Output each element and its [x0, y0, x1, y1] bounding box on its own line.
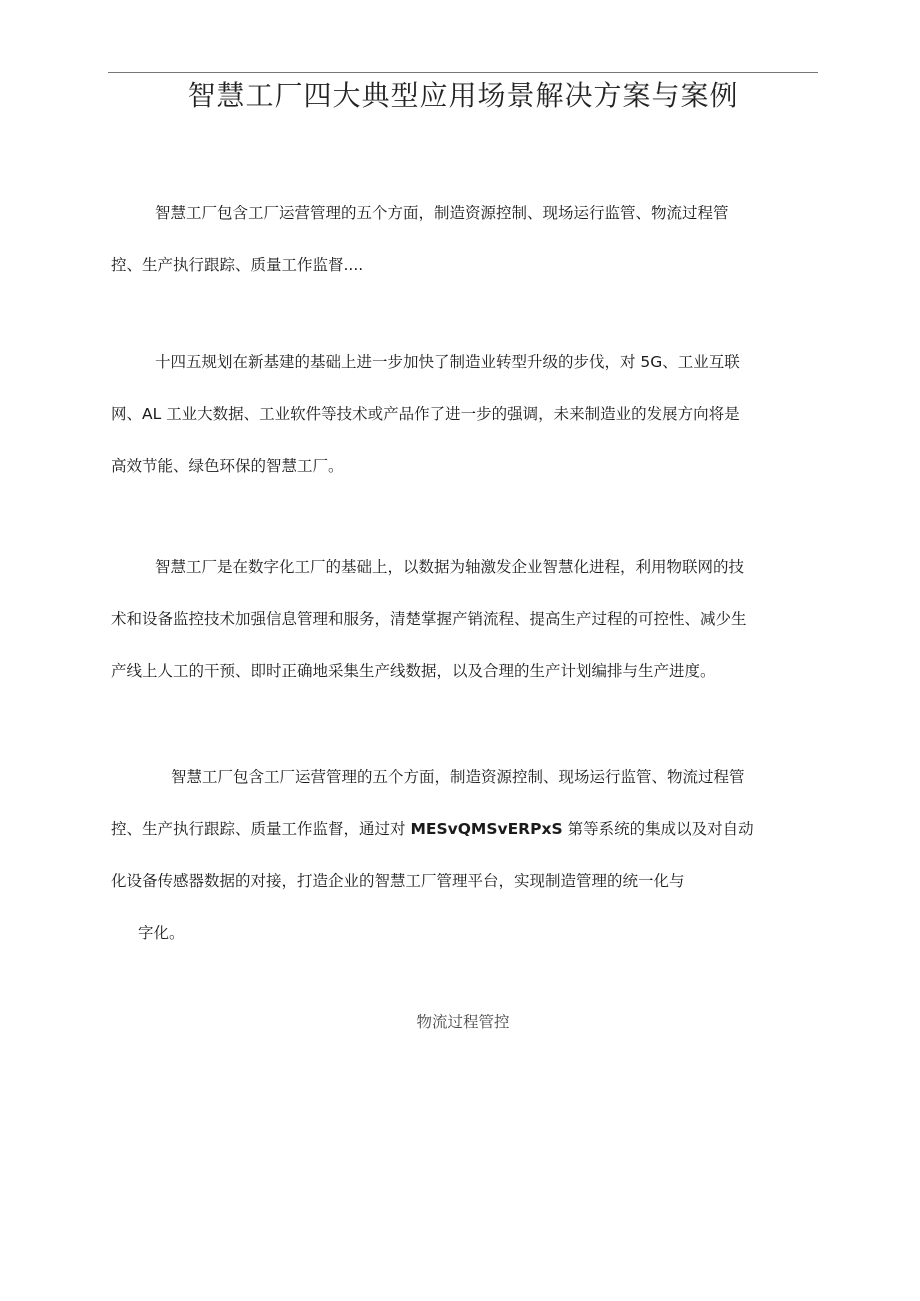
paragraph-4 — [111, 751, 811, 959]
paragraph-line: 字化。 — [138, 924, 185, 942]
paragraph-3 — [111, 541, 811, 697]
paragraph-line: 术和设备监控技术加强信息管理和服务，清楚掌握产销流程、提高生产过程的可控性、减少生 — [111, 610, 747, 628]
header-rule — [108, 72, 818, 73]
paragraph-line: 智慧工厂包含工厂运营管理的五个方面，制造资源控制、现场运行监管、物流过程管 — [171, 768, 745, 786]
paragraph-2 — [111, 336, 811, 492]
paragraph-text: 控、生产执行跟踪、质量工作监督，通过对 — [111, 820, 411, 838]
paragraph-line — [111, 803, 811, 855]
paragraph-text: 第等系统的集成以及对自动 — [562, 820, 754, 838]
paragraph-line: 控、生产执行跟踪、质量工作监督.... — [111, 256, 364, 274]
paragraph-line: 产线上人工的干预、即时正确地采集生产线数据，以及合理的生产计划编排与生产进度。 — [111, 662, 716, 680]
paragraph-1 — [111, 187, 811, 291]
paragraph-line: 智慧工厂是在数字化工厂的基础上，以数据为轴激发企业智慧化进程，利用物联网的技 — [155, 558, 745, 576]
paragraph-line: 高效节能、绿色环保的智慧工厂。 — [111, 457, 344, 475]
document-title: 智慧工厂四大典型应用场景解决方案与案例 — [187, 79, 739, 112]
paragraph-line: 化设备传感器数据的对接，打造企业的智慧工厂管理平台，实现制造管理的统一化与 — [111, 872, 685, 890]
paragraph-line: 十四五规划在新基建的基础上进一步加快了制造业转型升级的步伐，对 5G、工业互联 — [155, 353, 740, 371]
system-acronyms: MESvQMSvERPxS — [410, 820, 563, 838]
section-caption: 物流过程管控 — [416, 1013, 510, 1031]
paragraph-line: 网、AL 工业大数据、工业软件等技术或产品作了进一步的强调，未来制造业的发展方向将是 — [111, 405, 740, 423]
paragraph-line: 智慧工厂包含工厂运营管理的五个方面，制造资源控制、现场运行监管、物流过程管 — [155, 204, 729, 222]
